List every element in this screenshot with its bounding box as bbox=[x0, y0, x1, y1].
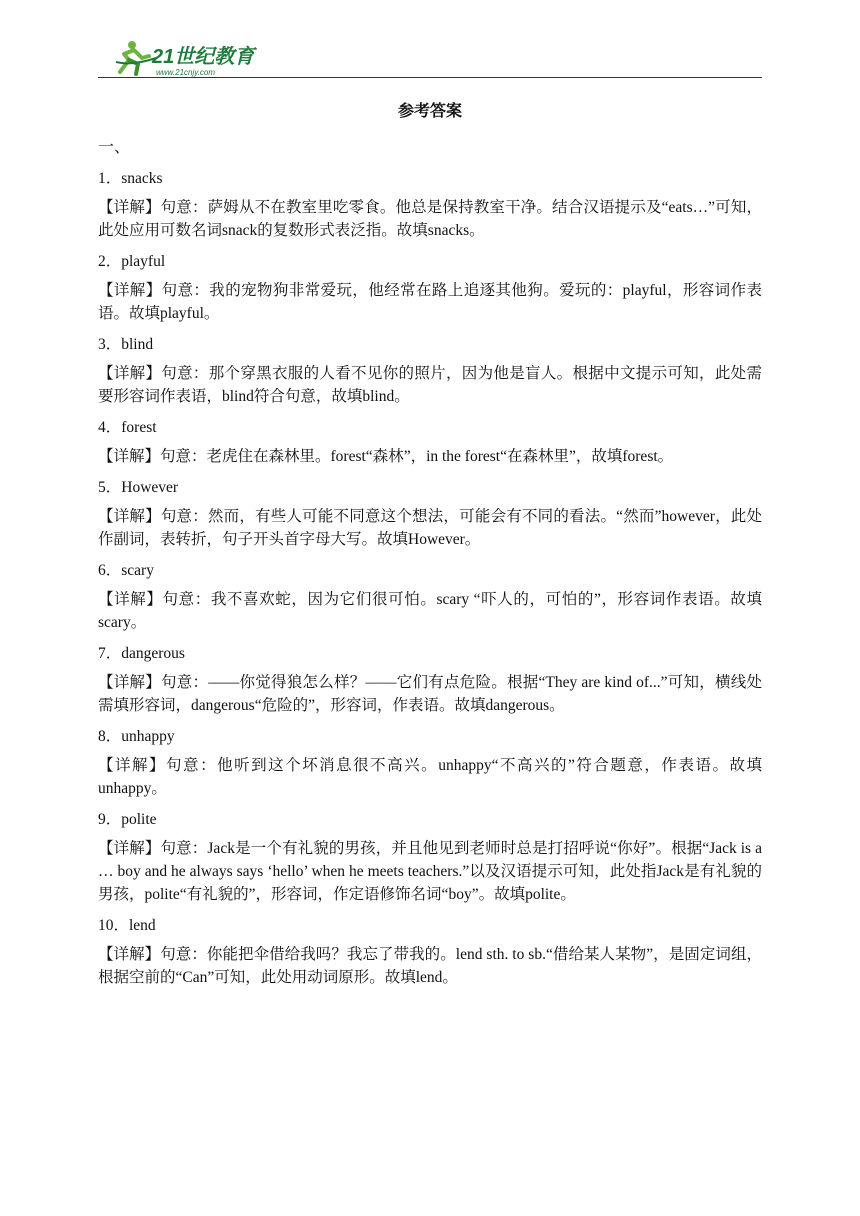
logo-url: www.21cnjy.com bbox=[156, 68, 215, 77]
explanation-tag: 【详解】 bbox=[98, 757, 167, 774]
explanation-text: 句意：那个穿黑衣服的人看不见你的照片，因为他是盲人。根据中文提示可知，此处需要形容词作表语，blind符合句意，故填blind。 bbox=[98, 365, 762, 405]
page-header bbox=[98, 36, 762, 80]
explanation-tag: 【详解】 bbox=[98, 674, 161, 691]
logo-wordmark: 21世纪教育 bbox=[152, 46, 255, 68]
logo bbox=[112, 36, 282, 78]
answer-item bbox=[98, 643, 762, 717]
answer-item bbox=[98, 334, 762, 408]
explanation-text: 句意：我的宠物狗非常爱玩，他经常在路上追逐其他狗。爱玩的：playful，形容词作表语。故填playful。 bbox=[98, 282, 762, 322]
page-title: 参考答案 bbox=[397, 103, 462, 120]
explanation-text: 句意：Jack是一个有礼貌的男孩，并且他见到老师时总是打招呼说“你好”。根据“Jack is a … boy and he always says ‘hello’ when he meets teachers.”以及汉语提示可知，此处指Jack是有礼貌的男孩，polite“有礼貌的”，形容词，作定语修饰名词“boy”。故填polite。 bbox=[98, 840, 762, 903]
explanation-tag: 【详解】 bbox=[98, 448, 161, 465]
explanation bbox=[98, 196, 762, 242]
answer-item bbox=[98, 809, 762, 906]
explanation bbox=[98, 279, 762, 325]
answer-item bbox=[98, 251, 762, 325]
explanation bbox=[98, 837, 762, 906]
answer-item bbox=[98, 168, 762, 242]
explanation-text: 句意：他听到这个坏消息很不高兴。unhappy“不高兴的”符合题意，作表语。故填unhappy。 bbox=[98, 757, 762, 797]
explanation bbox=[98, 445, 762, 468]
answer-text: 7．dangerous bbox=[98, 645, 185, 662]
explanation-tag: 【详解】 bbox=[98, 508, 161, 525]
answer-text: 4．forest bbox=[98, 419, 157, 436]
explanation-tag: 【详解】 bbox=[98, 282, 162, 299]
answer-item bbox=[98, 915, 762, 989]
answer-text: 5．However bbox=[98, 479, 179, 496]
answer-text: 9．polite bbox=[98, 811, 157, 828]
answer-item bbox=[98, 560, 762, 634]
answer-list bbox=[98, 168, 762, 998]
section-label: 一、 bbox=[98, 139, 131, 156]
explanation-tag: 【详解】 bbox=[98, 365, 162, 382]
answer-text: 2．playful bbox=[98, 253, 166, 270]
explanation-tag: 【详解】 bbox=[98, 591, 163, 608]
explanation bbox=[98, 671, 762, 717]
answer-text: 1．snacks bbox=[98, 170, 163, 187]
answer-item bbox=[98, 417, 762, 468]
explanation-text: 句意：——你觉得狼怎么样？——它们有点危险。根据“They are kind of...”可知，横线处需填形容词，dangerous“危险的”，形容词，作表语。故填dangerous。 bbox=[98, 674, 762, 714]
header-rule bbox=[98, 77, 762, 78]
explanation bbox=[98, 754, 762, 800]
explanation-tag: 【详解】 bbox=[98, 946, 161, 963]
explanation-text: 句意：我不喜欢蛇，因为它们很可怕。scary “吓人的，可怕的”，形容词作表语。故填scary。 bbox=[98, 591, 762, 631]
answer-text: 10．lend bbox=[98, 917, 156, 934]
explanation bbox=[98, 588, 762, 634]
explanation-tag: 【详解】 bbox=[98, 199, 161, 216]
explanation-text: 句意：你能把伞借给我吗？我忘了带我的。lend sth. to sb.“借给某人某物”，是固定词组，根据空前的“Can”可知，此处用动词原形。故填lend。 bbox=[98, 946, 762, 986]
answer-item bbox=[98, 477, 762, 551]
answer-text: 8．unhappy bbox=[98, 728, 175, 745]
logo-graphic bbox=[112, 36, 282, 78]
answer-text: 3．blind bbox=[98, 336, 154, 353]
explanation bbox=[98, 943, 762, 989]
explanation-tag: 【详解】 bbox=[98, 840, 161, 857]
explanation-text: 句意：老虎住在森林里。forest“森林”，in the forest“在森林里”，故填forest。 bbox=[160, 448, 674, 465]
answer-item bbox=[98, 726, 762, 800]
explanation bbox=[98, 362, 762, 408]
explanation-text: 句意：然而，有些人可能不同意这个想法，可能会有不同的看法。“然而”however，此处作副词，表转折，句子开头首字母大写。故填However。 bbox=[98, 508, 762, 548]
explanation bbox=[98, 505, 762, 551]
answer-text: 6．scary bbox=[98, 562, 154, 579]
explanation-text: 句意：萨姆从不在教室里吃零食。他总是保持教室干净。结合汉语提示及“eats…”可知，此处应用可数名词snack的复数形式表泛指。故填snacks。 bbox=[98, 199, 762, 239]
